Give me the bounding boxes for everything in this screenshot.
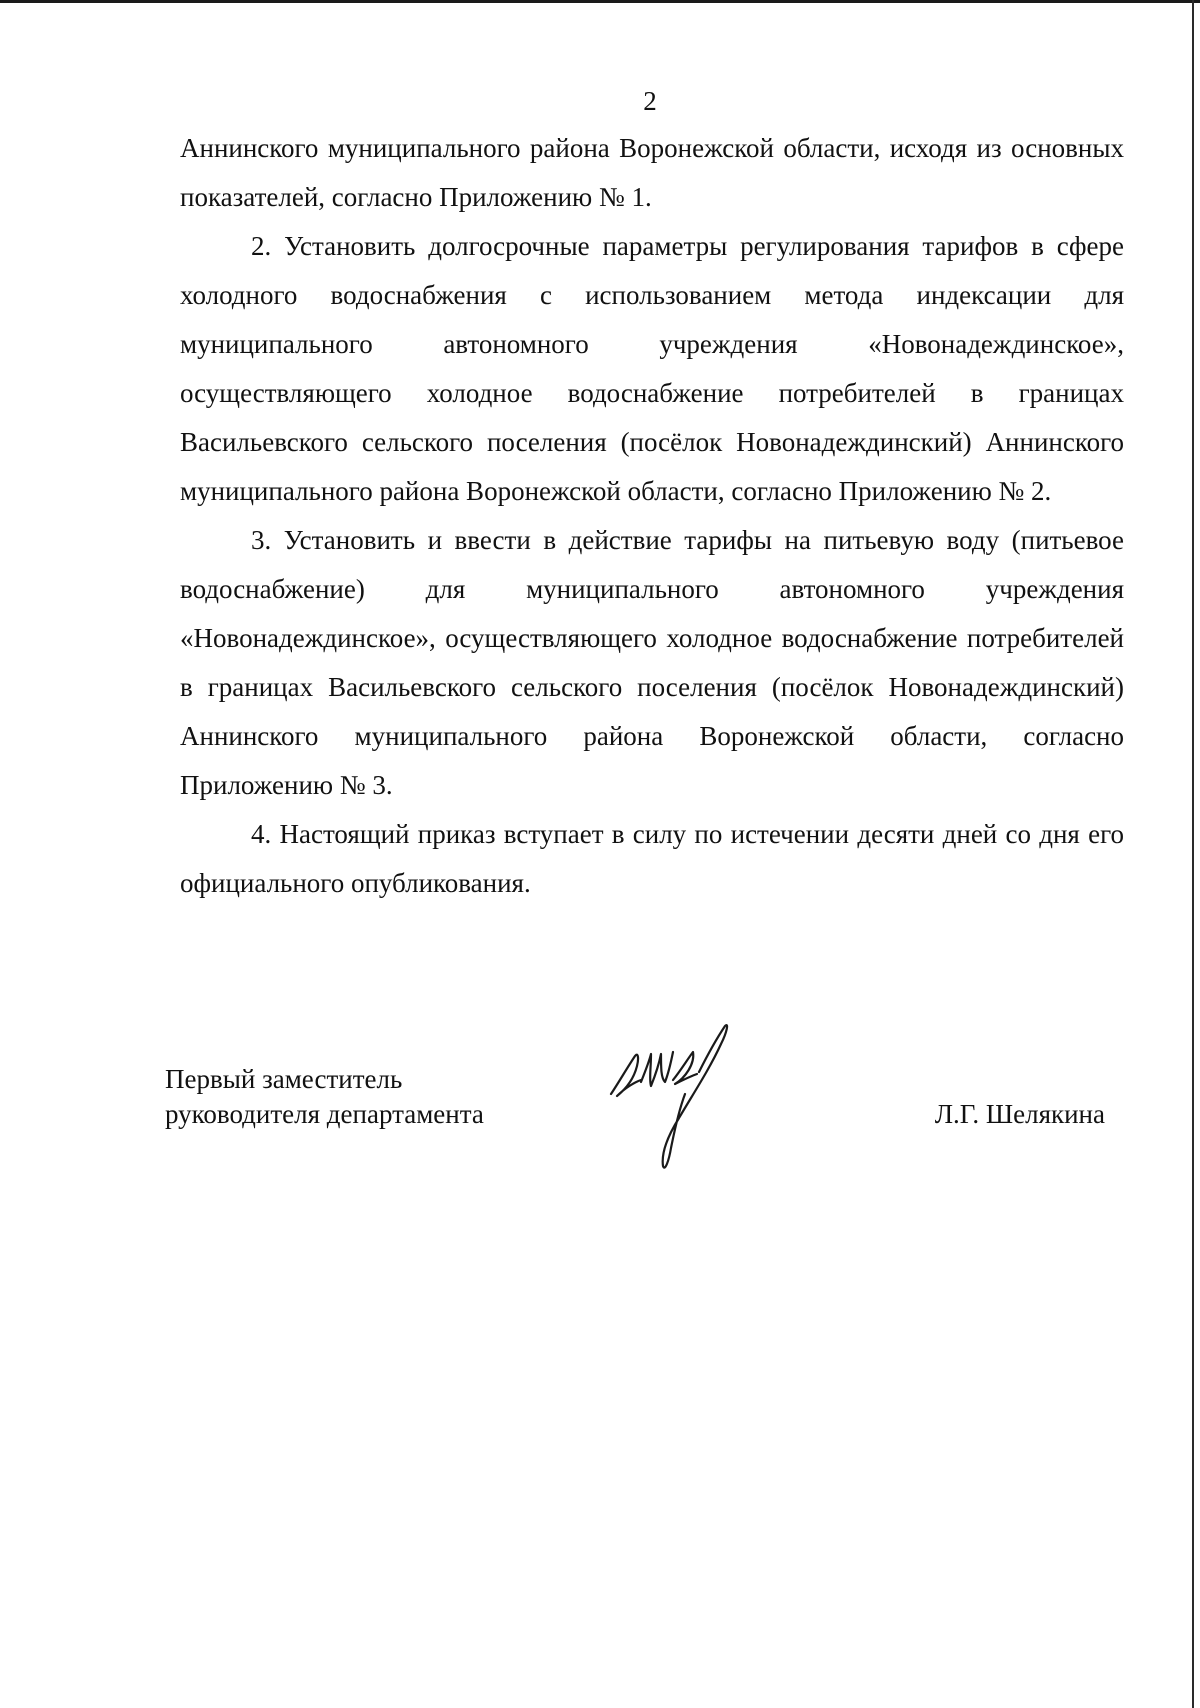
paragraph-continuation: Аннинского муниципального района Воронежской области, исходя из основных показателей, согласно Приложению № 1. bbox=[180, 133, 1124, 212]
signatory-title-line-2: руководителя департамента bbox=[165, 1099, 484, 1129]
signatory-title-line-1: Первый заместитель bbox=[165, 1064, 403, 1094]
scan-edge-right bbox=[1192, 0, 1194, 1708]
paragraph-item-2: 2. Установить долгосрочные параметры регулирования тарифов в сфере холодного водоснабжения с использованием метода индексации для муниципального автономного учреждения «Новонадеждинское», осуществляющего холодное водоснабжение потребителей в границах Васильевского сельского поселения (посёлок Новонадеждинский) Аннинского муниципального района Воронежской области, согласно Приложению № 2. bbox=[180, 231, 1124, 506]
handwritten-signature bbox=[605, 1022, 765, 1172]
signatory-name: Л.Г. Шелякина bbox=[934, 1099, 1105, 1129]
paragraph-item-3: 3. Установить и ввести в действие тарифы на питьевую воду (питьевое водоснабжение) для муниципального автономного учреждения «Новонадеждинское», осуществляющего холодное водоснабжение потребителей в границах Васильевского сельского поселения (посёлок Новонадеждинский) Аннинского муниципального района Воронежской области, согласно Приложению № 3. bbox=[180, 525, 1124, 800]
scan-edge-top bbox=[0, 0, 1200, 3]
document-body bbox=[180, 124, 1124, 908]
signatory-title bbox=[165, 1062, 484, 1132]
paragraph-item-4: 4. Настоящий приказ вступает в силу по истечении десяти дней со дня его официального опубликования. bbox=[180, 819, 1124, 898]
page-number: 2 bbox=[643, 86, 657, 116]
